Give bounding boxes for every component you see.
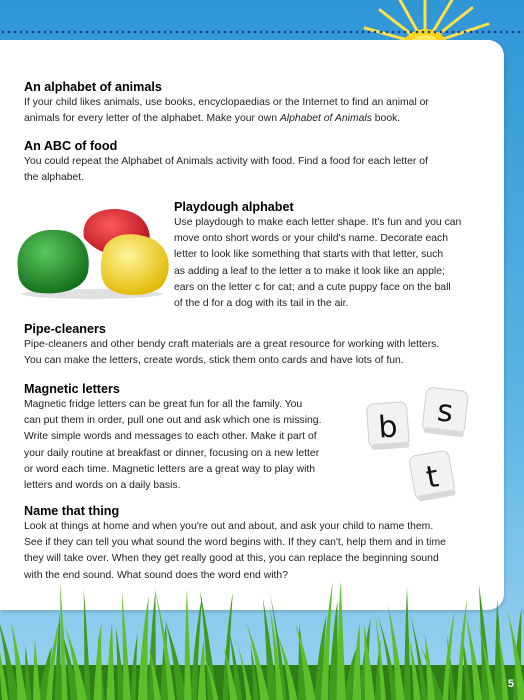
section-magnetic xyxy=(24,381,321,494)
text-food: You could repeat the Alphabet of Animals activity with food. Find a food for each letter of the alphabet. xyxy=(24,156,428,184)
text-magnetic: Magnetic fridge letters can be great fun for all the family. You can put them in order, pull one out and ask which one is missing. Write simple words and messages to each other. Make it part of your daily routine at breakfast or dinner, focusing on a new letter or word each time. Magnetic letters are a great way to play with letters and words on a daily basis. xyxy=(24,399,322,492)
section-playdough xyxy=(174,199,461,312)
dotted-border xyxy=(0,30,524,34)
svg-text:b: b xyxy=(377,409,399,446)
green-playdough xyxy=(17,230,88,294)
grass-blade xyxy=(107,621,115,700)
playdough-image xyxy=(12,200,172,300)
section-pipe-cleaners xyxy=(24,321,439,369)
heading-name-that-thing: Name that thing xyxy=(24,504,120,518)
letter-tile-b xyxy=(366,402,409,451)
heading-magnetic: Magnetic letters xyxy=(24,382,120,396)
text-name-that-thing: Look at things at home and when you're out and about, and ask your child to name them. See if they can tell you what sound the word begins with. If they can't, help them and in time they will take over. When they get really good at this, you can replace the beginning sound with the end sound. What sound does the word end with? xyxy=(24,521,446,581)
text-animals: If your child likes animals, use books, encyclopaedias or the Internet to find an animal or animals for every letter of the alphabet. Make your own Alphabet of Animals book. xyxy=(24,97,429,125)
page-number: 5 xyxy=(507,678,514,690)
heading-playdough: Playdough alphabet xyxy=(174,200,294,214)
section-food xyxy=(24,138,428,186)
yellow-playdough xyxy=(101,234,169,295)
magnetic-letters-image xyxy=(360,385,495,505)
grass-blade xyxy=(138,596,149,700)
grass-illustration xyxy=(0,570,524,700)
heading-food: An ABC of food xyxy=(24,139,118,153)
letter-tile-t xyxy=(408,450,455,502)
grass-blade xyxy=(94,622,102,700)
letter-tile-s xyxy=(422,387,469,437)
book-title: Alphabet of Animals xyxy=(279,113,372,125)
grass-blade xyxy=(55,611,61,700)
svg-text:s: s xyxy=(435,393,455,430)
section-animals xyxy=(24,79,429,127)
grass-blade xyxy=(184,589,191,700)
text-playdough: Use playdough to make each letter shape. It's fun and you can move onto short words or your child's name. Decorate each letter to look like something that starts with that letter, such as adding a leaf to the letter a to make it look like an apple; ears on the letter c for cat; and a cute puppy face on the ball of the d for a dog with its tail in the air. xyxy=(174,217,462,310)
svg-text:t: t xyxy=(423,459,442,496)
text-pipe-cleaners: Pipe-cleaners and other bendy craft materials are a great resource for working with letters. You can make the letters, create words, stick them onto cards and have lots of fun. xyxy=(24,339,440,367)
grass-blade xyxy=(337,581,346,700)
heading-animals: An alphabet of animals xyxy=(24,80,162,94)
grass-blade xyxy=(84,588,91,700)
heading-pipe-cleaners: Pipe-cleaners xyxy=(24,322,106,336)
